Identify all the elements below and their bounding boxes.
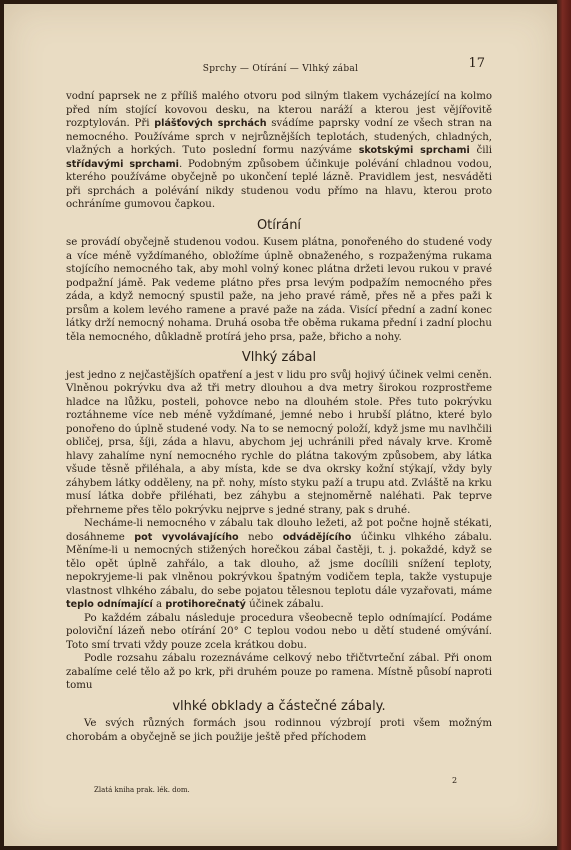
- text-run: svádíme paprsky vodní ze všech stran na nemocného. Používáme sprch v nejrůznějších teplotách, studených, chladných, vlažných a horkých. Tuto poslední formu nazýváme: [66, 118, 492, 156]
- section-heading-vlhky-zabal: Vlhký zábal: [241, 350, 317, 365]
- emphasis-term: střídavými sprchami: [66, 158, 179, 170]
- paragraph-otirani: se provádí obyčejně studenou vodou. Kusem plátna, ponořeného do studené vody a více méně vyždímaného, obložíme úplně obnaženého, s rozpaženýma rukama stojícího nemocného tak, aby mohl volný konec plátna držeti levou rukou v pravé podpažní jámě. Pak vedeme plátno přes prsa levým podpažím nemocného přes záda, a když nemocný spustil paže, na jeho pravé rámě, přes ně a přes paži k prsům a kolem levého ramene a pravé paže na záda. Visící přední a zadní konec látky drží nemocný nohama. Druhá osoba tře oběma rukama přední i zadní plochu těla nemocného, důkladně protírá jeho prsa, paže, břicho a nohy.: [66, 237, 492, 343]
- paragraph-zabal-4: Podle rozsahu zábalu rozeznáváme celkový nebo třičtvrteční zábal. Při onom zabalíme celé tělo až po krk, při druhém pouze po ramena. Místně působí naproti tomu: [66, 653, 492, 691]
- text-run: účinek zábalu.: [245, 599, 324, 610]
- paragraph-zabal-1: jest jedno z nejčastějších opatření a jest v lidu pro svůj hojivý účinek velmi ceněn. Vlněnou pokrývku dva až tři metry dlouhou a dva metry širokou rozprostřeme hladce na lůžku, posteli, pohovce nebo na dlouhém stole. Přes tuto pokrývku roztáhneme více neb méně vyždímané, jemné nebo i hrubší plátno, které bylo ponořeno do úplně studené vody. Na to se nemocný položí, když jsme mu navlhčili obličej, prsa, šíji, záda a hlavu, abychom jej uchránili před návaly krve. Kromě hlavy zahalíme nyní nemocného rychle do plátna takovým způsobem, aby látka všude těsně přiléhala, a aby místa, kde se dva okrsky kožní stýkají, vždy byly záhybem látky odděleny, na př. nohy, místo styku paží a trupu atd. Zvláště na krku musí látka dobře přiléhati, bez záhybu a stejnoměrně naléhati. Pak teprve přehrneme přes tělo pokrývku nejprve s jedné strany, pak s druhé.: [66, 369, 492, 516]
- section-heading-otirani: Otírání: [256, 217, 302, 233]
- paragraph-zabal-2: [66, 517, 492, 612]
- text-run: Necháme-li nemocného v zábalu tak dlouho ležeti, až pot počne hojně stékati, dosáhneme: [66, 518, 492, 543]
- book-spine-edge: [557, 0, 571, 850]
- page-body: [66, 90, 492, 744]
- emphasis-term: teplo odnímající: [66, 599, 153, 610]
- text-run: vodní paprsek ne z příliš malého otvoru pod silným tlakem vycházející na kolmo před ním stojící kovovou desku, na kterou naráží a kterou jest vějířovitě rozptylován. Při: [66, 91, 492, 129]
- section-heading-obklady: vlhké obklady a částečné zábaly.: [172, 698, 386, 714]
- text-run: účinku vlhkého zábalu. Měníme-li u nemocných stižených horečkou zábal častěji, t. j. pokaždé, když se tělo opět úplně zahřálo, a tak dlouho, až jsme docílili snížení teploty, nepokryjeme-li pak vlněnou pokrývkou špatným vodičem tepla, takže vystupuje vlastnost vlhkého zábalu, do sebe pojatou tělesnou teplotu dále vyzařovati, máme: [66, 531, 492, 597]
- text-run: čili: [469, 145, 492, 156]
- signature-mark: 2: [452, 776, 458, 785]
- text-run: nebo: [238, 531, 283, 543]
- emphasis-term: protihorečnatý: [165, 599, 246, 610]
- text-run: . Podobným způsobem účinkuje polévání chladnou vodou, kterého používáme obyčejně po ukončení teplé lázně. Pravidlem jest, nesváděti při sprchách a polévání nikdy studenou vodu přímo na hlavu, kterou proto ochráníme gumovou čapkou.: [66, 158, 492, 210]
- paragraph-obklady: Ve svých různých formách jsou rodinnou výzbrojí proti všem možným chorobám a obyčejně se jich použije ještě před příchodem: [66, 718, 492, 743]
- emphasis-term: pot vyvolávajícího: [134, 531, 239, 543]
- paragraph-zabal-3: Po každém zábalu následuje procedura všeobecně teplo odnímající. Podáme poloviční lázeň nebo otírání 20° C teplou vodou nebo u dětí studené omývání. Toto smí trvati vždy pouze zcela krátkou dobu.: [66, 612, 492, 651]
- text-run: a: [152, 599, 166, 610]
- emphasis-term: plášťových sprchách: [154, 118, 267, 129]
- running-header: Sprchy — Otírání — Vlhký zábal: [202, 64, 359, 74]
- footer-imprint: Zlatá kniha prak. lék. dom.: [94, 786, 190, 794]
- book-page: [4, 4, 557, 846]
- page-number: 17: [468, 56, 485, 71]
- emphasis-term: odvádějícího: [282, 531, 352, 543]
- paragraph-sprchy: [66, 90, 492, 212]
- emphasis-term: skotskými sprchami: [358, 145, 470, 156]
